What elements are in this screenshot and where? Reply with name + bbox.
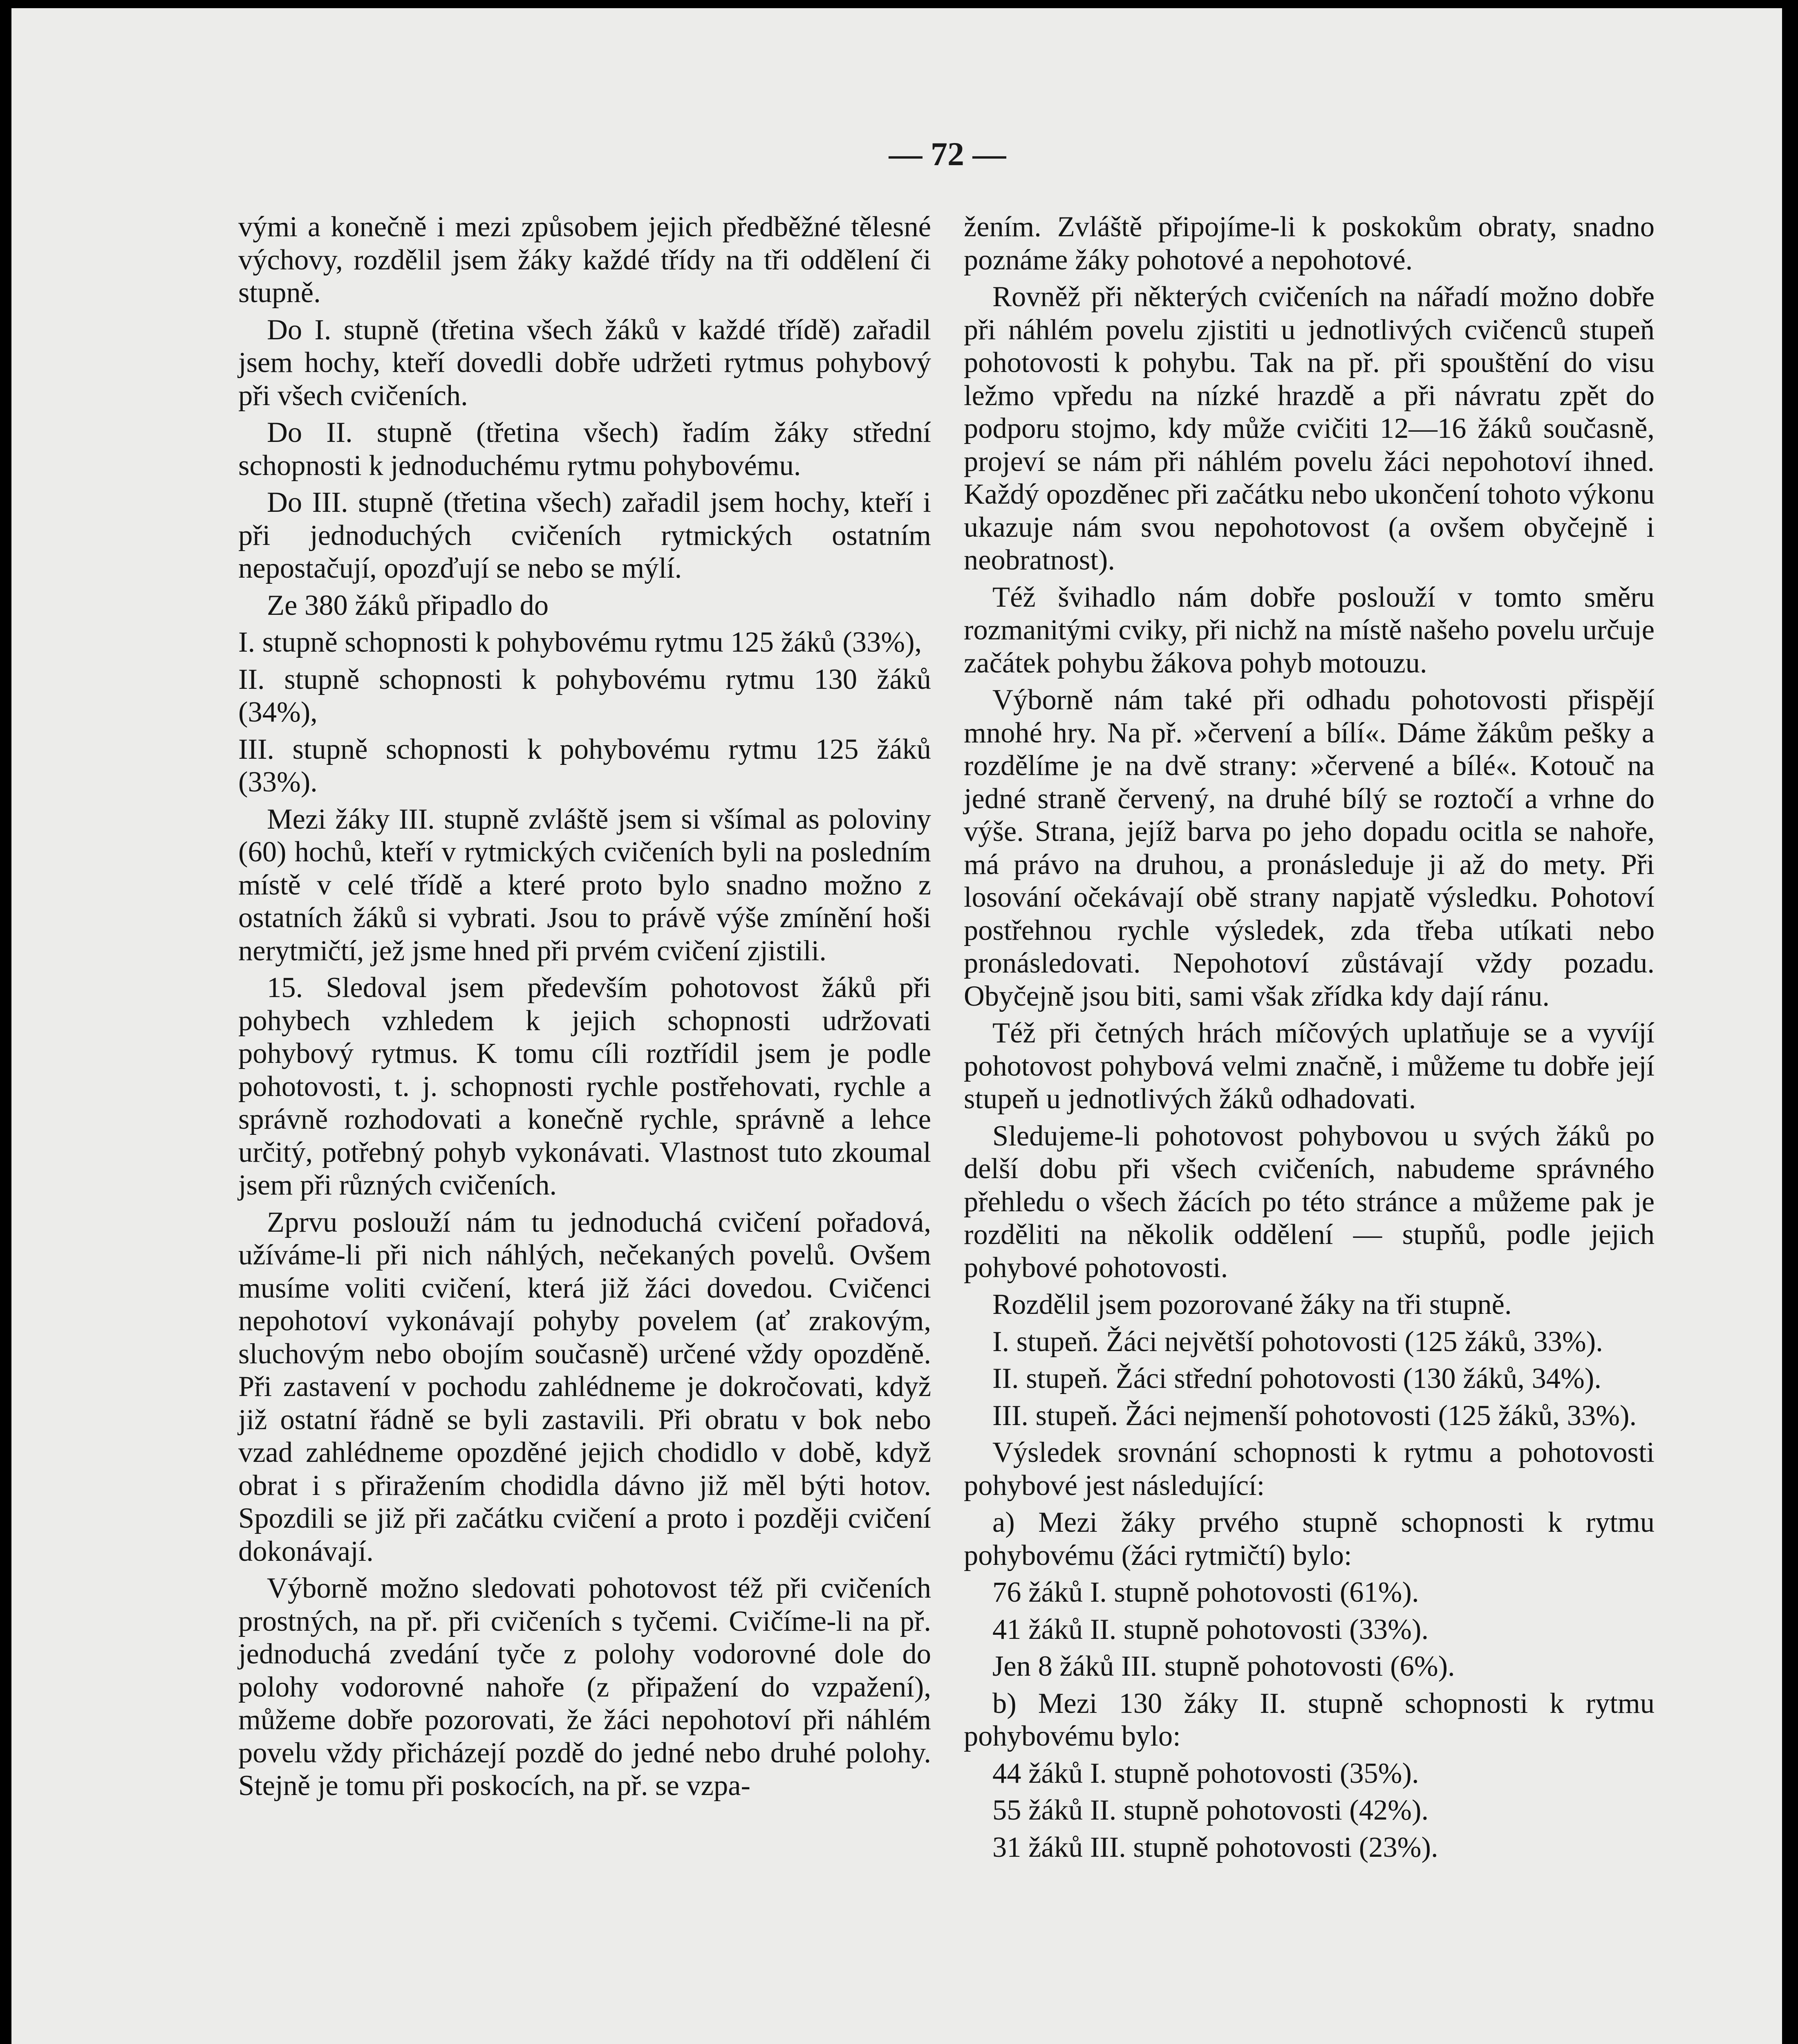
paragraph: Mezi žáky III. stupně zvláště jsem si všímal as poloviny (60) hochů, kteří v rytmických cvičeních byli na posledním místě v celé třídě a které proto bylo snadno možno z ostatních žáků si vybrati. Jsou to právě výše zmínění hoši nerytmičtí, jež jsme hned při prvém cvičení zjistili. <box>238 803 931 967</box>
list-item: II. stupeň. Žáci střední pohotovosti (130 žáků, 34%). <box>992 1363 1601 1394</box>
list-item: I. stupeň. Žáci největší pohotovosti (125 žáků, 33%). <box>992 1325 1603 1358</box>
paragraph: 15. Sledoval jsem především pohotovost žáků při pohybech vzhledem k jejich schopnosti udržovati pohybový rytmus. K tomu cíli roztřídil jsem je podle pohotovosti, t. j. schopnosti rychle postřehovati, rychle a správně rozhodovati a konečně rychle, správně a lehce určitý, potřebný pohyb vykonávati. Vlastnost tuto zkoumal jsem při různých cvičeních. <box>238 972 931 1201</box>
list-item: III. stupně schopnosti k pohybovému rytmu 125 žáků (33%). <box>238 733 931 798</box>
paragraph: Do I. stupně (třetina všech žáků v každé třídě) zařadil jsem hochy, kteří dovedli dobře udržeti rytmus pohybový při všech cvičeních. <box>238 314 931 412</box>
list-item: 55 žáků II. stupně pohotovosti (42%). <box>992 1794 1429 1826</box>
list-item: III. stupeň. Žáci nejmenší pohotovosti (125 žáků, 33%). <box>992 1399 1637 1432</box>
page-number: — 72 — <box>889 135 1006 173</box>
paragraph: Též při četných hrách míčových uplatňuje se a vyvíjí pohotovost pohybová velmi značně, i můžeme tu dobře její stupeň u jednotlivých žáků odhadovati. <box>964 1017 1655 1115</box>
paragraph: Rozdělil jsem pozorované žáky na tři stupně. <box>992 1289 1512 1320</box>
list-item: 31 žáků III. stupně pohotovosti (23%). <box>992 1831 1438 1863</box>
paragraph: a) Mezi žáky prvého stupně schopnosti k rytmu pohybovému (žáci rytmičtí) bylo: <box>964 1506 1655 1571</box>
list-item: 76 žáků I. stupně pohotovosti (61%). <box>992 1576 1419 1608</box>
paragraph: Zprvu poslouží nám tu jednoduchá cvičení pořadová, užíváme-li při nich náhlých, nečekaných povelů. Ovšem musíme voliti cvičení, která již žáci dovedou. Cvičenci nepohotoví vykonávají pohyby povelem (ať zrakovým, sluchovým nebo obojím současně) určené vždy opozděně. Při zastavení v pochodu zahlédneme je dokročovati, když již ostatní řádně se byli zastavili. Při obratu v bok nebo vzad zahlédneme opozděné jejich chodidlo v době, když obrat i s přiražením chodidla dávno již měl býti hotov. Spozdili se již při začátku cvičení a proto i později cvičení dokonávají. <box>238 1206 931 1567</box>
paragraph: Výsledek srovnání schopnosti k rytmu a pohotovosti pohybové jest následující: <box>964 1437 1655 1502</box>
list-item: II. stupně schopnosti k pohybovému rytmu 130 žáků (34%), <box>238 663 931 728</box>
list-item: 41 žáků II. stupně pohotovosti (33%). <box>992 1613 1429 1645</box>
paragraph: Do II. stupně (třetina všech) řadím žáky střední schopnosti k jednoduchému rytmu pohybovému. <box>238 417 931 482</box>
list-item: I. stupně schopnosti k pohybovému rytmu 125 žáků (33%), <box>238 626 922 658</box>
paragraph: Též švihadlo nám dobře poslouží v tomto směru rozmanitými cviky, při nichž na místě našeho povelu určuje začátek pohybu žákova pohyb motouzu. <box>964 581 1655 679</box>
paragraph: Výborně nám také při odhadu pohotovosti přispějí mnohé hry. Na př. »červení a bílí«. Dáme žákům pešky a rozdělíme je na dvě strany: »červené a bílé«. Kotouč na jedné straně červený, na druhé bílý se roztočí a vrhne do výše. Strana, jejíž barva po jeho dopadu ocitla se nahoře, má právo na druhou, a pronásleduje ji až do mety. Při losování očekávají obě strany napjatě výsledku. Pohotoví postřehnou rychle výsledek, zda třeba utíkati nebo pronásledovati. Nepohotoví zůstávají vždy pozadu. Obyčejně jsou biti, sami však zřídka kdy dají ránu. <box>964 684 1655 1012</box>
paragraph: vými a konečně i mezi způsobem jejich předběžné tělesné výchovy, rozdělil jsem žáky každé třídy na tři oddělení či stupně. <box>238 211 931 309</box>
right-column <box>964 211 1655 1868</box>
list-item: Jen 8 žáků III. stupně pohotovosti (6%). <box>992 1650 1455 1682</box>
paragraph: Do III. stupně (třetina všech) zařadil jsem hochy, kteří i při jednoduchých cvičeních rytmických ostatním nepostačují, opozďují se nebo se mýlí. <box>238 486 931 584</box>
paragraph: žením. Zvláště připojíme-li k poskokům obraty, snadno poznáme žáky pohotové a nepohotové. <box>964 211 1655 276</box>
paragraph: Rovněž při některých cvičeních na nářadí možno dobře při náhlém povelu zjistiti u jednotlivých cvičenců stupeň pohotovosti k pohybu. Tak na př. při spouštění do visu ležmo vpředu na nízké hrazdě a při návratu zpět do podporu stojmo, kdy může cvičiti 12—16 žáků současně, projeví se nám při náhlém povelu žáci nepohotoví ihned. Každý opozděnec při začátku nebo ukončení tohoto výkonu ukazuje nám svou nepohotovost (a ovšem obyčejně i neobratnost). <box>964 281 1655 576</box>
left-column <box>238 211 931 1806</box>
list-item: 44 žáků I. stupně pohotovosti (35%). <box>992 1757 1419 1789</box>
paragraph: Výborně možno sledovati pohotovost též při cvičeních prostných, na př. při cvičeních s tyčemi. Cvičíme-li na př. jednoduchá zvedání tyče z polohy vodorovné dole do polohy vodorovné nahoře (z připažení do vzpažení), můžeme dobře pozorovati, že žáci nepohotoví při náhlém povelu vždy přicházejí pozdě do jedné nebo druhé polohy. Stejně je tomu při poskocích, na př. se vzpa- <box>238 1572 931 1802</box>
book-page <box>11 8 1782 2044</box>
paragraph: Sledujeme-li pohotovost pohybovou u svých žáků po delší dobu při všech cvičeních, nabudeme správného přehledu o všech žácích po této stránce a můžeme pak je rozděliti na několik oddělení — stupňů, podle jejich pohybové pohotovosti. <box>964 1120 1655 1284</box>
paragraph: b) Mezi 130 žáky II. stupně schopnosti k rytmu pohybovému bylo: <box>964 1687 1655 1752</box>
paragraph: Ze 380 žáků připadlo do <box>267 589 549 621</box>
